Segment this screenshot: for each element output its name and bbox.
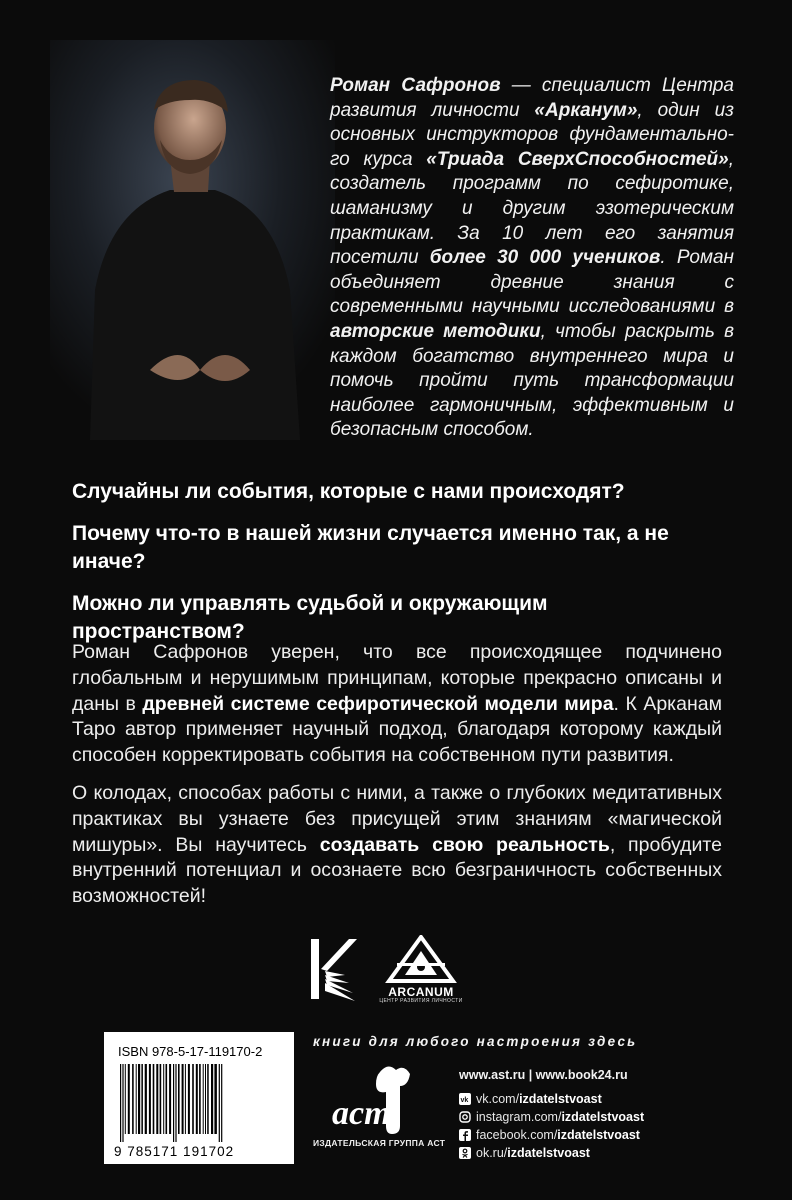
barcode-bar (185, 1064, 186, 1134)
barcode-bar (203, 1064, 204, 1134)
barcode-bar (196, 1064, 198, 1134)
social-link-ok[interactable] (459, 1144, 644, 1162)
barcode-bar (207, 1064, 209, 1134)
barcode-bar (221, 1064, 222, 1142)
bio-text: , один из основных инструкторов фундаментального курса (330, 99, 734, 170)
ast-mark: аст (332, 1095, 391, 1132)
bio-text: , создатель программ по сефиротике, шаманизму и другим эзотерическим практикам. За 10 лет его занятия посетили (330, 148, 734, 269)
barcode-bar (175, 1064, 176, 1142)
barcode-bar (149, 1064, 151, 1134)
isbn-text: ISBN 978-5-17-119170-2 (118, 1044, 263, 1059)
barcode-bar (138, 1064, 140, 1134)
ast-label: ИЗДАТЕЛЬСКАЯ ГРУППА АСТ (313, 1138, 446, 1148)
facebook-icon (459, 1129, 471, 1141)
barcode-bar (120, 1064, 121, 1142)
barcode-bar (169, 1064, 171, 1134)
bio-text: — специалист Центра развития личности (330, 75, 734, 121)
center-name: «Арканум» (534, 99, 638, 121)
description-paragraph-1 (72, 640, 722, 769)
social-link-facebook[interactable] (459, 1126, 644, 1144)
websites[interactable]: www.ast.ru | www.book24.ru (459, 1068, 628, 1082)
barcode-bar (141, 1064, 143, 1134)
barcode-bar (188, 1064, 190, 1134)
k-publisher-logo (305, 935, 361, 1003)
barcode-bar (182, 1064, 184, 1134)
students-count: более 30 000 учеников (429, 247, 661, 269)
question-2: Почему что-то в нашей жизни случается именно так, а не иначе? (72, 522, 669, 573)
social-prefix: instagram.com/ (476, 1110, 562, 1124)
tagline: книги для любого настроения здесь (313, 1034, 638, 1049)
description-paragraph-2 (72, 781, 722, 910)
social-handle: izdatelstvoast (557, 1128, 640, 1142)
desc-text: , пробудите внутренний потенциал и осознаете всю безграничность собственных возможностей! (72, 833, 722, 908)
barcode-bar (122, 1064, 123, 1142)
barcode-bar (128, 1064, 130, 1134)
instagram-icon (459, 1111, 471, 1123)
social-prefix: ok.ru/ (476, 1146, 508, 1160)
barcode-digits: 9 785171 191702 (114, 1144, 235, 1159)
methods-highlight: авторские методики (330, 320, 541, 342)
social-links (459, 1090, 644, 1162)
arcanum-title: ARCANUM (388, 985, 454, 999)
barcode-bar (163, 1064, 164, 1134)
social-link-vk[interactable] (459, 1090, 644, 1108)
social-handle: izdatelstvoast (519, 1092, 602, 1106)
svg-text:vk: vk (460, 1097, 469, 1104)
barcode-bar (153, 1064, 155, 1134)
barcode-bar (192, 1064, 194, 1134)
desc-highlight: древней системе сефиротической модели мира (142, 692, 614, 715)
bio-text: . Роман объединяет древние знания с современными научными исследованиями в (330, 247, 734, 318)
barcode-bar (132, 1064, 134, 1134)
barcode-bar (166, 1064, 168, 1134)
barcode-bar (178, 1064, 180, 1134)
barcode-bar (125, 1064, 126, 1134)
desc-text: . К Арканам Таро автор применяет научный подход, благодаря которому каждый способен корректировать события на собственном пути развития. (72, 692, 722, 767)
desc-text: Роман Сафронов уверен, что все происходящее подчинено глобальным и нерушимым принципам, которые прекрасно описаны и даны в (72, 641, 722, 715)
barcode-bar (205, 1064, 206, 1134)
barcode-bar (219, 1064, 220, 1142)
social-handle: izdatelstvoast (507, 1146, 590, 1160)
questions-block (72, 478, 722, 660)
vk-icon (459, 1093, 471, 1105)
author-name: Роман Сафронов (330, 75, 501, 96)
barcode-bar (136, 1064, 137, 1134)
author-photo (50, 40, 335, 440)
social-prefix: vk.com/ (476, 1092, 520, 1106)
arcanum-logo (375, 935, 467, 1005)
barcode-bar (160, 1064, 162, 1134)
barcode-bar (173, 1064, 174, 1142)
barcode-bar (145, 1064, 147, 1134)
bio-text: , чтобы раскрыть в каждом богатство внутреннего мира и помочь пройти путь трансформации наиболее гармоничным, эффективным и безопасным способом. (330, 320, 735, 441)
social-link-instagram[interactable] (459, 1108, 644, 1126)
barcode-icon (118, 1064, 280, 1142)
author-bio (330, 74, 734, 443)
barcode-block (104, 1032, 294, 1164)
desc-highlight: создавать свою реальность (319, 833, 610, 856)
social-prefix: facebook.com/ (476, 1128, 558, 1142)
question-3: Можно ли управлять судьбой и окружающим пространством? (72, 592, 548, 643)
barcode-bar (156, 1064, 158, 1134)
barcode-bar (199, 1064, 201, 1134)
ok-icon (459, 1147, 471, 1159)
question-1: Случайны ли события, которые с нами происходят? (72, 480, 625, 503)
course-name: «Триада СверхСпособностей» (426, 148, 729, 170)
barcode-bar (214, 1064, 217, 1134)
desc-text: О колодах, способах работы с ними, а также о глубоких медитативных практиках вы узнаете без присущей этим знаниям «магической мишуры». Вы научитесь (72, 781, 722, 856)
social-handle: izdatelstvoast (561, 1110, 645, 1124)
arcanum-subtitle: ЦЕНТР РАЗВИТИЯ ЛИЧНОСТИ (379, 998, 463, 1004)
barcode-bar (211, 1064, 213, 1134)
description (72, 640, 722, 922)
